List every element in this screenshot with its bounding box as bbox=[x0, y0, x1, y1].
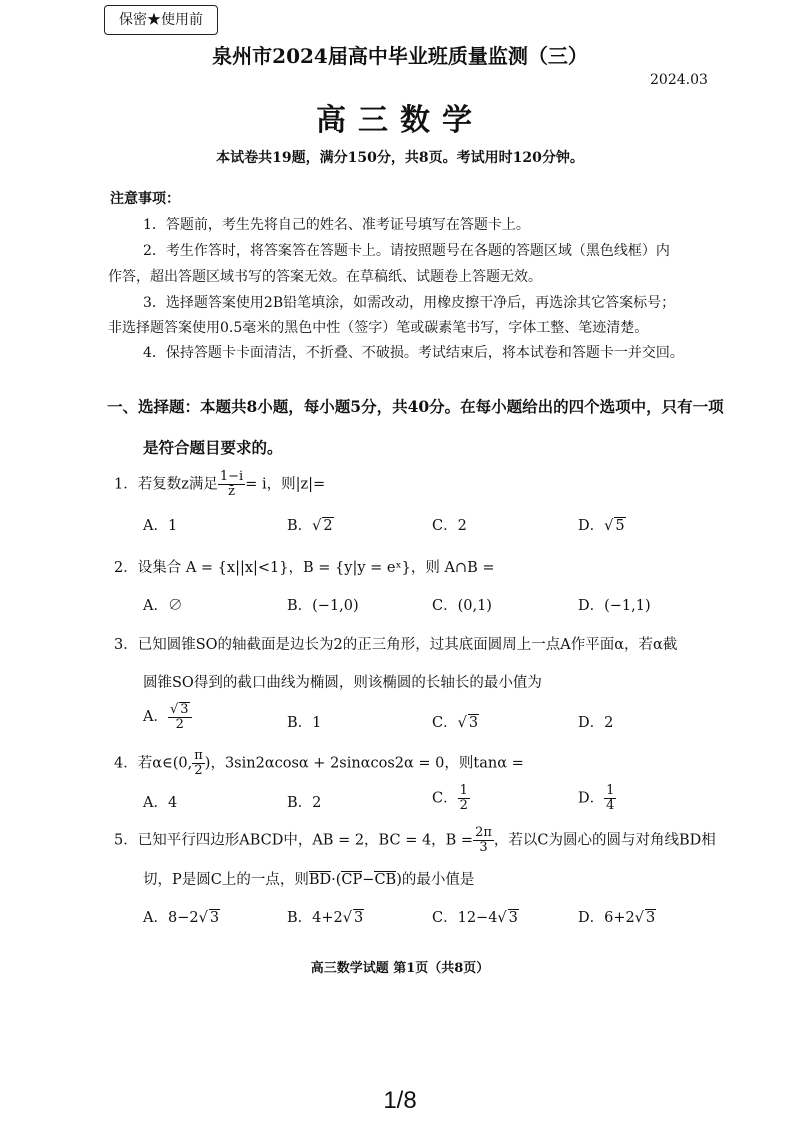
section-heading: 一、选择题：本题共8小题，每小题5分，共40分。在每小题给出的四个选项中，只有一项 bbox=[107, 397, 724, 416]
fraction: $\frac{√ 3}{2}$ bbox=[168, 702, 192, 732]
q1-option-b: B．√ 2 bbox=[287, 518, 333, 534]
q4-option-c: C． $\frac{1}{2}$ bbox=[432, 783, 468, 813]
exam-date: 2024.03 bbox=[650, 72, 708, 88]
q2-option-d: D．(−1,1) bbox=[578, 598, 651, 614]
q4-option-b: B．2 bbox=[287, 795, 322, 811]
exam-title: 泉州市2024届高中毕业班质量监测（三） bbox=[212, 44, 588, 68]
subject-title: 高三数学 bbox=[316, 103, 484, 138]
q3-option-a: A． $\frac{√ 3}{2}$ bbox=[143, 702, 192, 732]
q3-option-c: C．√ 3 bbox=[432, 715, 479, 731]
q4-option-a: A．4 bbox=[143, 795, 178, 811]
fraction: $\frac{1}{4}$ bbox=[606, 783, 615, 813]
q1-option-d: D．√ 5 bbox=[578, 518, 625, 534]
notice-line-1: 1．答题前，考生先将自己的姓名、准考证号填写在答题卡上。 bbox=[143, 217, 530, 233]
page-footer: 高三数学试题 第1页（共8页） bbox=[310, 961, 490, 976]
section-heading-cont: 是符合题目要求的。 bbox=[143, 438, 283, 457]
q4-option-d: D． $\frac{1}{4}$ bbox=[578, 783, 615, 813]
q1-option-a: A．1 bbox=[143, 518, 178, 534]
notice-line-3: 作答，超出答题区域书写的答案无效。在草稿纸、试题卷上答题无效。 bbox=[108, 269, 542, 285]
question-3-line-2: 圆锥SO得到的截口曲线为椭圆，则该椭圆的长轴长的最小值为 bbox=[143, 675, 542, 691]
exam-info: 本试卷共19题，满分150分，共8页。考试用时120分钟。 bbox=[216, 150, 584, 166]
q1-option-c: C．2 bbox=[432, 518, 467, 534]
fraction: $\frac{\pi}{2}$ bbox=[194, 748, 203, 778]
q5-option-b: B．4+2√ 3 bbox=[287, 910, 364, 926]
q5-option-c: C．12−4√ 3 bbox=[432, 910, 518, 926]
fraction: $\frac{2\pi}{3}$ bbox=[475, 825, 492, 855]
notice-line-2: 2．考生作答时，将答案答在答题卡上。请按照题号在各题的答题区域（黑色线框）内 bbox=[143, 243, 670, 259]
confidential-stamp: 保密★使用前 bbox=[104, 5, 218, 35]
notice-line-5: 非选择题答案使用0.5毫米的黑色中性（签字）笔或碳素笔书写，字体工整、笔迹清楚。 bbox=[108, 320, 649, 336]
notice-line-6: 4．保持答题卡卡面清洁，不折叠、不破损。考试结束后，将本试卷和答题卡一并交回。 bbox=[143, 345, 684, 361]
question-3-line-1: 3．已知圆锥SO的轴截面是边长为2的正三角形，过其底面圆周上一点A作平面α，若α截 bbox=[114, 637, 678, 653]
question-1: 1．若复数z满足 $\frac{1-i}{z̄}$ = i，则|z|= bbox=[114, 469, 326, 499]
q3-option-b: B．1 bbox=[287, 715, 322, 731]
question-5-line-1: 5．已知平行四边形ABCD中，AB = 2，BC = 4，B = $\frac{2\pi}{3}$ ，若以C为圆心的圆与对角线BD相 bbox=[114, 825, 716, 855]
notice-line-4: 3．选择题答案使用2B铅笔填涂，如需改动，用橡皮擦干净后，再选涂其它答案标号； bbox=[143, 295, 676, 311]
fraction: $\frac{1}{2}$ bbox=[459, 783, 468, 813]
question-4: 4．若α∈(0, $\frac{\pi}{2}$ )，3sin2αcosα + 2sinαcos2α = 0，则tanα = bbox=[114, 748, 524, 778]
q3-option-d: D．2 bbox=[578, 715, 614, 731]
q2-option-b: B．(−1,0) bbox=[287, 598, 359, 614]
notice-title: 注意事项： bbox=[110, 191, 180, 207]
q5-option-d: D．6+2√ 3 bbox=[578, 910, 656, 926]
question-2: 2．设集合 A = {x||x|<1}，B = {y|y = eˣ}，则 A∩B = bbox=[114, 560, 495, 576]
fraction: $\frac{1-i}{z̄}$ bbox=[219, 469, 244, 499]
q5-option-a: A．8−2√ 3 bbox=[143, 910, 220, 926]
q2-option-c: C．(0,1) bbox=[432, 598, 492, 614]
page-indicator: 1/8 bbox=[383, 1087, 417, 1114]
question-5-line-2: 切，P是圆C上的一点，则BD·(CP−CB)的最小值是 bbox=[143, 872, 475, 888]
q2-option-a: A．∅ bbox=[143, 598, 183, 614]
